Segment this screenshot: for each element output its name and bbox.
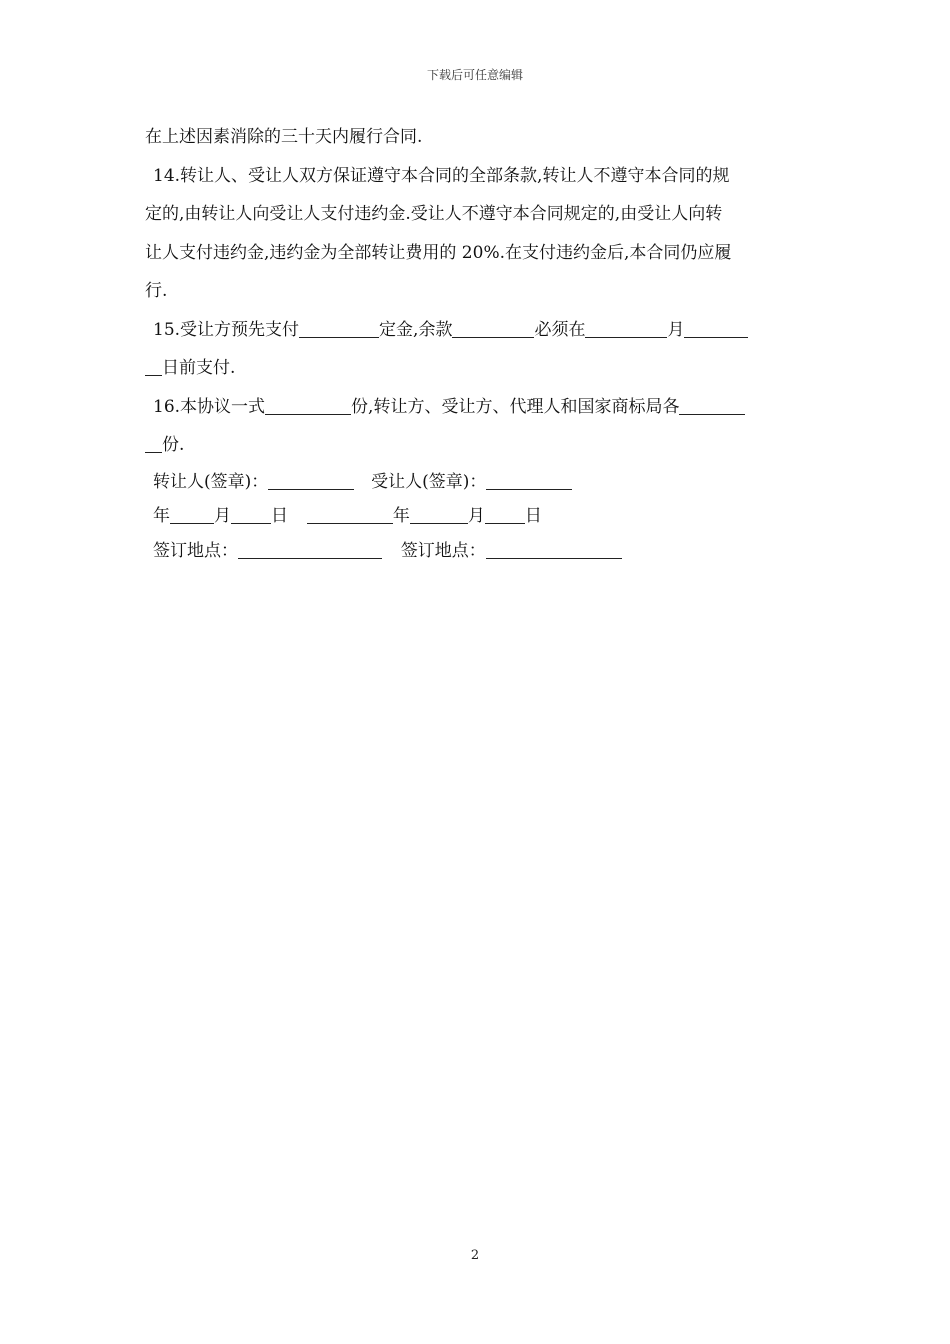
paragraph-13-continuation: 在上述因素消除的三十天内履行合同. (145, 127, 423, 147)
contract-body (145, 118, 805, 568)
clause-15-text-a: 15.受让方预先支付 (153, 319, 300, 340)
clause-15-line-2 (145, 349, 805, 388)
clause-14-line-2: 定的,由转让人向受让人支付违约金.受让人不遵守本合同规定的,由受让人向转 (145, 204, 723, 224)
clause-16 (145, 388, 805, 465)
signature-row (145, 465, 805, 500)
signature-block (145, 465, 805, 569)
transferee-day-label: 日 (524, 506, 542, 526)
clause-14-line-3: 让人支付违约金,违约金为全部转让费用的 20%.在支付违约金后,本合同仍应履 (145, 242, 732, 263)
each-copies-blank-part1[interactable] (679, 397, 745, 415)
clause-15 (145, 311, 805, 388)
clause-15-line-1 (145, 311, 805, 350)
place-row (145, 534, 805, 569)
copies-count-blank[interactable] (265, 397, 351, 415)
clause-16-text-b: 份,转让方、受让方、代理人和国家商标局各 (351, 396, 680, 417)
transferee-signature-blank[interactable] (486, 472, 572, 490)
transferee-year-blank[interactable] (307, 506, 393, 524)
transferee-year-label: 年 (392, 506, 410, 526)
clause-14-line-1: 14.转让人、受让人双方保证遵守本合同的全部条款,转让人不遵守本合同的规 (153, 165, 730, 186)
date-row (145, 499, 805, 534)
clause-15-text-b: 定金,余款 (379, 319, 453, 340)
page-header: 下载后可任意编辑 (426, 68, 523, 82)
transferor-signature-blank[interactable] (268, 472, 354, 490)
transferor-day-label: 日 (271, 506, 288, 526)
clause-16-text-a: 16.本协议一式 (153, 396, 266, 417)
signing-place-blank-1[interactable] (238, 541, 382, 559)
clause-14 (145, 157, 805, 311)
signing-place-label-1: 签订地点： (153, 540, 238, 561)
transferor-month-label: 月 (214, 506, 231, 526)
clause-15-text-c: 必须在 (534, 319, 586, 340)
clause-16-line-1 (145, 388, 805, 427)
each-copies-blank-part2[interactable] (145, 435, 162, 453)
transferor-day-blank[interactable] (231, 506, 271, 524)
transferee-day-blank[interactable] (485, 506, 525, 524)
balance-amount-blank[interactable] (452, 320, 534, 338)
payment-day-blank-part1[interactable] (684, 320, 748, 338)
transferor-signature-label: 转让人(签章)： (153, 471, 269, 492)
signing-place-blank-2[interactable] (486, 541, 622, 559)
deposit-amount-blank[interactable] (299, 320, 379, 338)
page-number: 2 (470, 1248, 480, 1263)
signing-place-label-2: 签订地点： (400, 540, 486, 561)
transferee-signature-label: 受让人(签章)： (371, 471, 487, 492)
payment-day-blank-part2[interactable] (145, 358, 162, 376)
clause-16-text-c: 份. (162, 435, 185, 455)
clause-14-line-4: 行. (145, 281, 168, 301)
transferor-year-label: 年 (153, 506, 170, 526)
transferee-month-label: 月 (467, 506, 485, 526)
clause-16-line-2 (145, 426, 805, 465)
transferor-month-blank[interactable] (170, 506, 214, 524)
clause-15-text-d: 月 (667, 319, 685, 340)
transferee-month-blank[interactable] (410, 506, 468, 524)
payment-month-blank[interactable] (585, 320, 667, 338)
clause-15-text-e: 日前支付. (162, 358, 236, 378)
